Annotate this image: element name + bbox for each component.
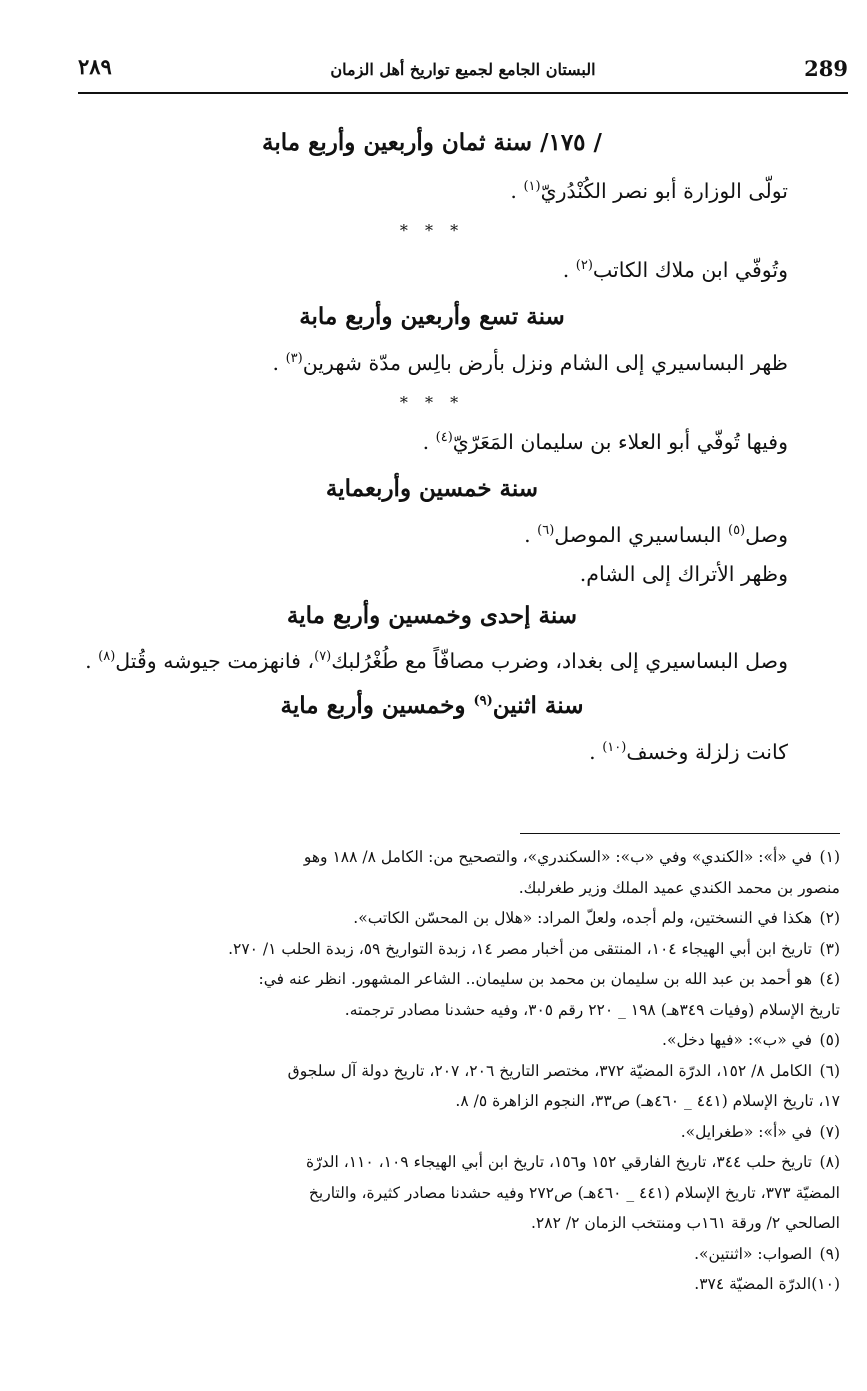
footnote-3: (٣)تاريخ ابن أبي الهيجاء ١٠٤، المنتقى من أخبار مصر ١٤، زبدة التواريخ ٥٩، زبدة الحلب ١/ ٢٧٠.	[228, 939, 840, 958]
footnote-1: (١)في «أ»: «الكندي» وفي «ب»: «السكندري»، والتصحيح من: الكامل ٨/ ١٨٨ وهو	[303, 848, 840, 866]
paragraph-turks: وظهر الأتراك إلى الشام.	[579, 562, 788, 586]
footnote-ref[interactable]: (١٠)	[602, 740, 627, 756]
footnote-5: (٥)في «ب»: «فيها دخل».	[662, 1031, 840, 1049]
footnote-1-cont: منصور بن محمد الكندي عميد الملك وزير طغرلبك.	[518, 878, 840, 897]
section-title-451: سنة إحدى وخمسين وأربع ماية	[286, 602, 578, 629]
footnote-8-cont: المضيّة ٣٧٣، تاريخ الإسلام (٤٤١ _ ٤٦٠هـ) ص٢٧٢ وفيه حشدنا مصادر كثيرة، والتاريخ	[308, 1183, 840, 1202]
footnote-separator	[520, 833, 840, 834]
footnote-9: (٩)الصواب: «اثنتين».	[694, 1244, 840, 1263]
separator-stars: * * *	[399, 393, 465, 412]
footnote-10: (١٠)الدرّة المضيّة ٣٧٤.	[694, 1275, 840, 1293]
paragraph-death-maarri: وفيها تُوفّي أبو العلاء بن سليمان المَعَرّيّ$^{(٤)}$ .	[422, 430, 788, 454]
separator-stars: * * *	[399, 221, 465, 240]
running-title: البستان الجامع لجميع تواريخ أهل الزمان	[330, 60, 596, 79]
footnote-4: (٤)هو أحمد بن عبد الله بن سليمان بن محمد بن سليمان.. الشاعر المشهور. انظر عنه في:	[258, 970, 840, 988]
main-text	[76, 118, 788, 774]
paragraph-vizier: تولّى الوزارة أبو نصر الكُنْدُريّ$^{(١)}$ .	[510, 179, 788, 203]
footnote-ref[interactable]: (٢)	[575, 258, 593, 274]
page-number-arabic: ٢٨٩	[78, 54, 112, 79]
paragraph-death-katib: وتُوفّي ابن ملاك الكاتب$^{(٢)}$ .	[562, 258, 788, 282]
section-title-449: سنة تسع وأربعين وأربع مابة	[299, 303, 565, 330]
footnote-ref[interactable]: (١)	[523, 179, 541, 195]
paragraph-mosul: وصل$^{(٥)}$ البساسيري الموصل$^{(٦)}$ .	[524, 523, 788, 547]
footnote-6: (٦)الكامل ٨/ ١٥٢، الدرّة المضيّة ٣٧٢، مختصر التاريخ ٢٠٦، ٢٠٧، تاريخ دولة آل سلجوق	[287, 1061, 840, 1080]
header-rule	[78, 92, 848, 94]
footnote-4-cont: تاريخ الإسلام (وفيات ٣٤٩هـ) ١٩٨ _ ٢٢٠ رقم ٣٠٥، وفيه حشدنا مصادر ترجمته.	[344, 1000, 840, 1019]
page-header	[78, 52, 848, 94]
footnotes	[76, 842, 840, 1300]
footnote-8-cont: الصالحي ٢/ ورقة ١٦١ب ومنتخب الزمان ٢/ ٢٨٢.	[530, 1214, 840, 1232]
footnote-7: (٧)في «أ»: «طغرايل».	[680, 1122, 840, 1141]
paragraph-earthquake: كانت زلزلة وخسف$^{(١٠)}$ .	[589, 740, 788, 764]
paragraph-basasiri-sham: ظهر البساسيري إلى الشام ونزل بأرض بالِس مدّة شهرين$^{(٣)}$ .	[272, 351, 788, 375]
footnote-ref[interactable]: (٧)	[314, 649, 332, 665]
footnote-ref[interactable]: (٦)	[537, 523, 555, 539]
footnote-2: (٢)هكذا في النسختين، ولم أجده، ولعلّ المراد: «هلال بن المحسّن الكاتب».	[353, 909, 840, 927]
footnote-ref[interactable]: (٤)	[435, 430, 453, 446]
footnote-ref[interactable]: (٣)	[285, 351, 303, 367]
section-title-450: سنة خمسين وأربعماية	[325, 475, 539, 502]
footnote-ref[interactable]: (٨)	[98, 649, 116, 665]
footnote-ref[interactable]: (٩)	[473, 693, 493, 709]
footnote-ref[interactable]: (٥)	[728, 523, 746, 539]
section-title-448: / ١٧٥/ سنة ثمان وأربعين وأربع مابة	[262, 129, 602, 156]
section-title-452: سنة اثنين$^{(٩)}$ وخمسين وأربع ماية	[280, 692, 584, 719]
paragraph-baghdad: وصل البساسيري إلى بغداد، وضرب مصافّاً مع طُغْرُلبك$^{(٧)}$، فانهزمت جيوشه وقُتل$^{(٨)}$ .	[85, 649, 788, 673]
footnote-8: (٨)تاريخ حلب ٣٤٤، تاريخ الفارقي ١٥٢ و١٥٦، تاريخ ابن أبي الهيجاء ١٠٩، ١١٠، الدرّة	[306, 1153, 840, 1171]
footnote-6-cont: ١٧، تاريخ الإسلام (٤٤١ _ ٤٦٠هـ) ص٣٣، النجوم الزاهرة ٥/ ٨.	[455, 1092, 840, 1110]
page-number-latin: 289	[804, 56, 848, 81]
